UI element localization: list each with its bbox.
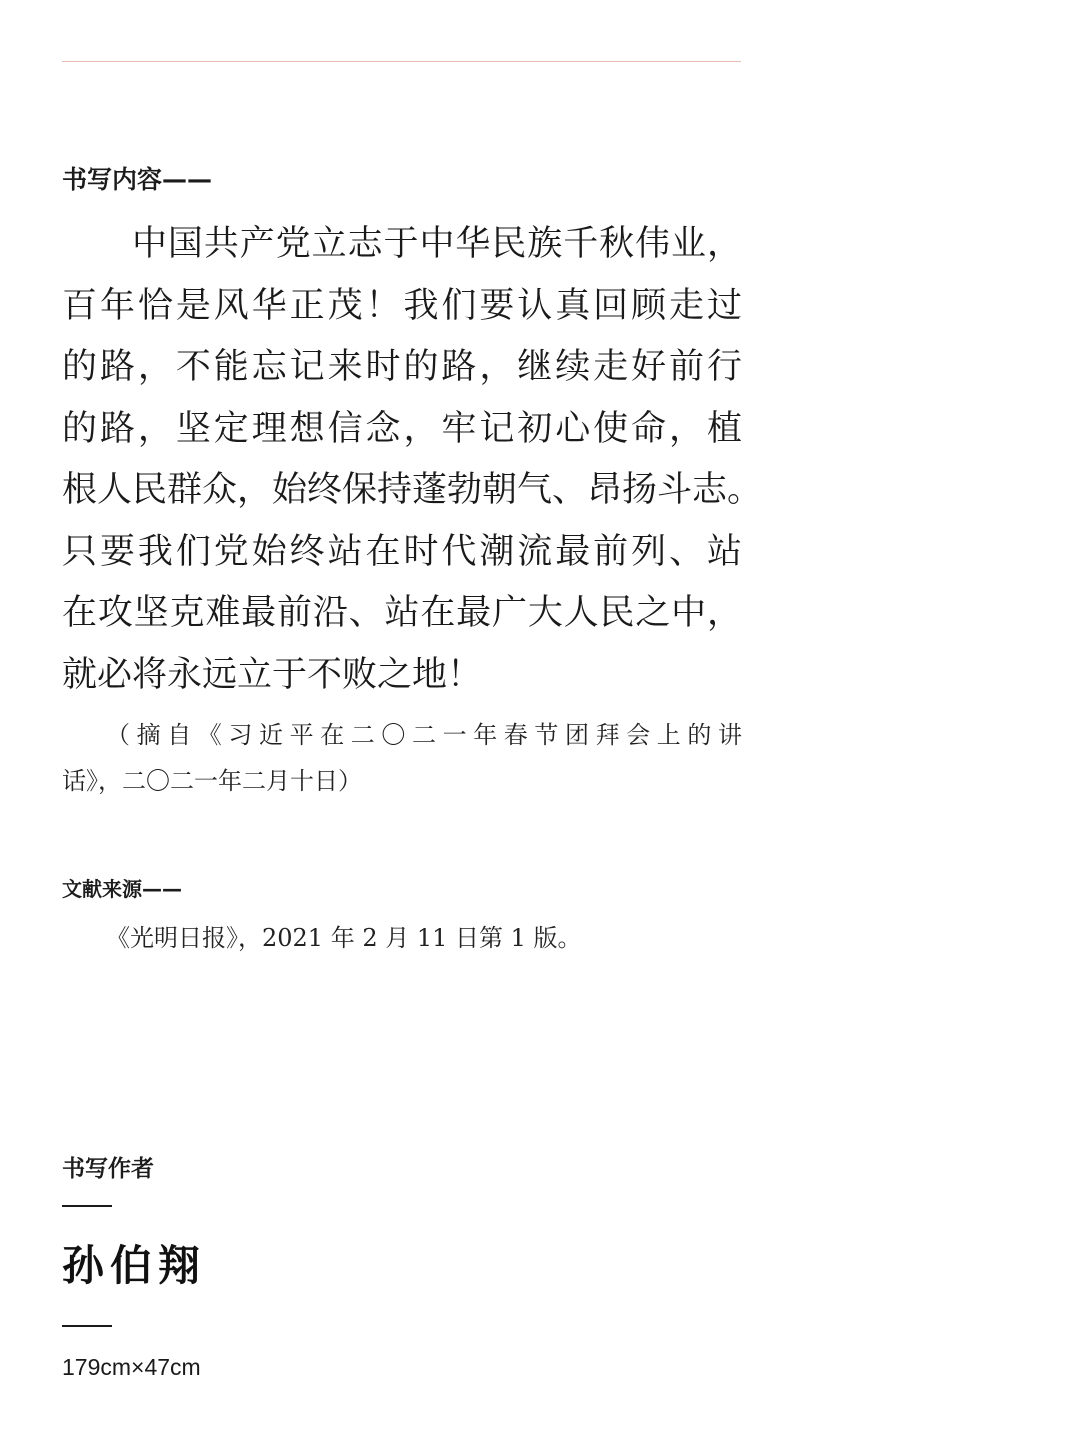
quote-line: 在攻坚克难最前沿、站在最广大人民之中， bbox=[62, 593, 742, 633]
source-text: 《光明日报》，2021 年 2 月 11 日第 1 版。 bbox=[106, 924, 582, 952]
quote-line: 就必将永远立于不败之地！ bbox=[62, 654, 483, 695]
quote-line: 中国共产党立志于中华民族千秋伟业， bbox=[132, 224, 742, 264]
content-heading: 书写内容—— bbox=[62, 165, 213, 194]
citation-line: 话》，二〇二一年二月十日） bbox=[62, 767, 362, 795]
top-divider bbox=[62, 61, 741, 62]
artwork-dimensions: 179cm×47cm bbox=[62, 1354, 201, 1380]
source-heading: 文献来源—— bbox=[62, 877, 182, 901]
author-name: 孙伯翔 bbox=[62, 1241, 207, 1290]
quote-line: 只要我们党始终站在时代潮流最前列、站 bbox=[62, 531, 742, 572]
quote-line: 的路，坚定理想信念，牢记初心使命，植 bbox=[62, 408, 742, 449]
quote-line: 的路，不能忘记来时的路，继续走好前行 bbox=[62, 347, 742, 387]
author-divider-top bbox=[62, 1205, 112, 1207]
quote-line: 百年恰是风华正茂！我们要认真回顾走过 bbox=[62, 285, 742, 326]
author-divider-bottom bbox=[62, 1325, 112, 1327]
author-heading: 书写作者 bbox=[62, 1156, 154, 1182]
quote-line: 根人民群众，始终保持蓬勃朝气、昂扬斗志。 bbox=[62, 470, 763, 510]
citation-line: （摘自《习近平在二〇二一年春节团拜会上的讲 bbox=[106, 721, 742, 749]
quote-text bbox=[62, 214, 763, 706]
citation-note bbox=[62, 712, 742, 804]
